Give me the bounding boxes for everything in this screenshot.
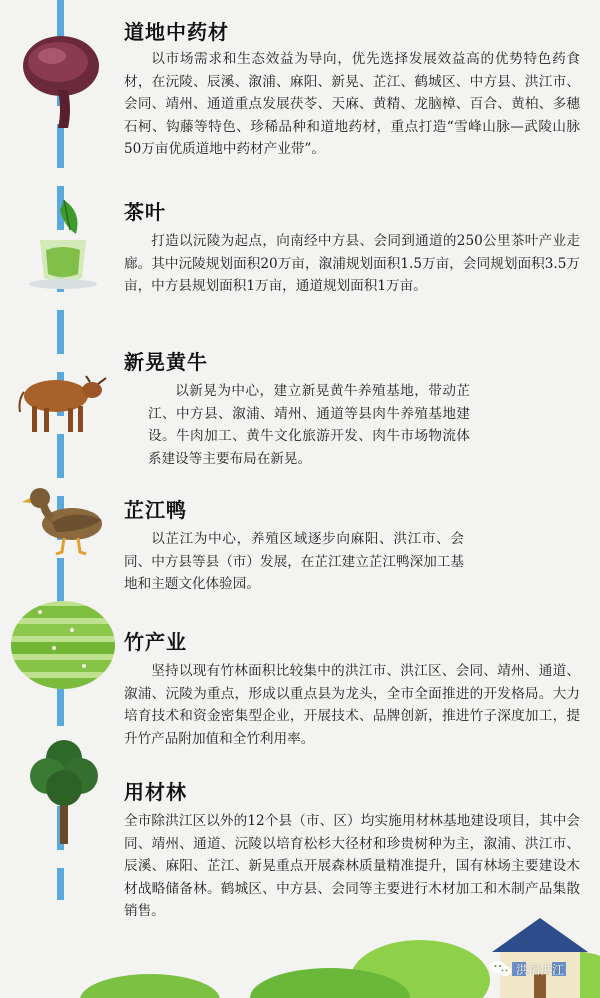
section-cattle [0, 346, 600, 486]
section-tea [0, 196, 600, 336]
section-body: 以新晃为中心，建立新晃黄牛养殖基地，带动芷江、中方县、溆浦、靖州、通道等县肉牛养殖基地建设。牛肉加工、黄牛文化旅游开发、肉牛市场物流体系建设等主要布局在新晃。 [148, 383, 470, 467]
lingzhi-mushroom-icon [18, 30, 104, 130]
section-title: 道地中药材 [124, 20, 229, 44]
tree-icon [26, 736, 102, 846]
section-body: 以市场需求和生态效益为导向，优先选择发展效益高的优势特色药食材，在沅陵、辰溪、溆浦、麻阳、新晃、芷江、鹤城区、中方县、洪江市、会同、靖州、通道重点发展茯苓、天麻、黄精、龙脑樟、百合、黄柏、多穗石柯、钩藤等特色、珍稀品种和道地药材，重点打造“雪峰山脉—武陵山脉50万亩优质道地中药材产业带”。 [124, 51, 580, 157]
section-title: 竹产业 [124, 630, 187, 654]
watermark-text: 洪福洪江 [516, 962, 565, 977]
cow-icon [14, 366, 110, 438]
section-duck [0, 494, 600, 614]
bamboo-icon [10, 600, 116, 690]
section-title: 新晃黄牛 [124, 350, 208, 374]
section-body: 以芷江为中心，养殖区域逐步向麻阳、洪江市、会同、中方县等县（市）发展，在芷江建立芷江鸭深加工基地和主题文化体验园。 [124, 531, 464, 592]
section-title: 用材林 [124, 780, 187, 804]
watermark [490, 960, 564, 978]
wechat-icon [490, 960, 512, 978]
section-medicinal-herbs [0, 14, 600, 194]
section-title: 芷江鸭 [124, 498, 187, 522]
landscape-illustration [0, 908, 600, 998]
section-body: 全市除洪江区以外的12个县（市、区）均实施用材林基地建设项目，其中会同、靖州、通道、沅陵以培育松杉大径材和珍贵树种为主，溆浦、洪江市、辰溪、麻阳、芷江、新晃重点开展森林质量精准提升，国有林场主要建设木材战略储备林。鹤城区、中方县、会同等主要进行木材加工和木制产品集散销售。 [124, 813, 580, 919]
section-body: 坚持以现有竹林面积比较集中的洪江市、洪江区、会同、靖州、通道、溆浦、沅陵为重点，形成以重点县为龙头，全市全面推进的开发格局。大力培育技术和资金密集型企业，开展技术、品牌创新，推进竹子深度加工，提升竹产品附加值和全竹利用率。 [124, 663, 580, 747]
house-icon [492, 918, 588, 998]
section-body: 打造以沅陵为起点，向南经中方县、会同到通道的250公里茶叶产业走廊。其中沅陵规划面积20万亩，溆浦规划面积1.5万亩，会同规划面积3.5万亩，中方县规划面积1万亩，通道规划面积1万亩。 [124, 233, 580, 294]
section-title: 茶叶 [124, 200, 166, 224]
tea-cup-icon [24, 196, 102, 292]
duck-icon [22, 478, 108, 558]
